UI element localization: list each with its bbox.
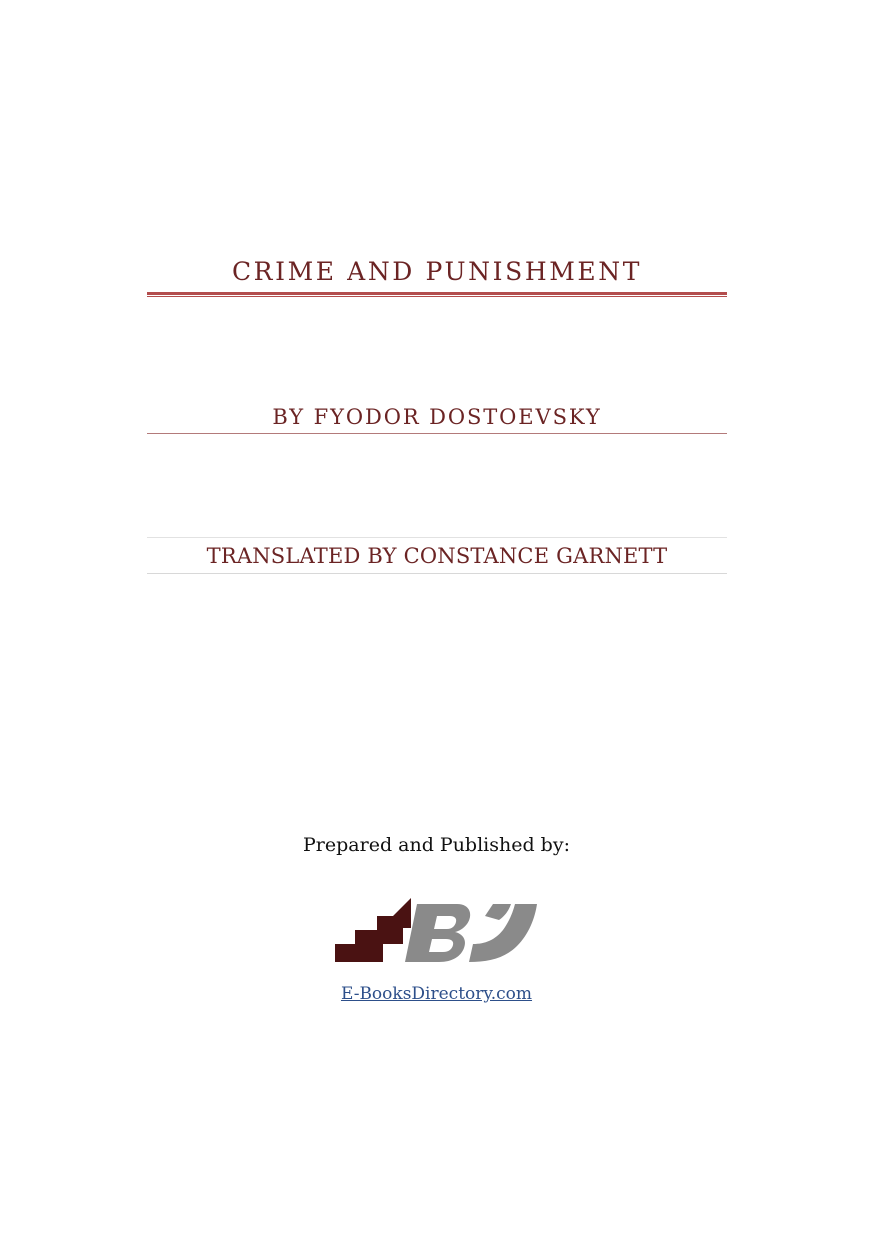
translator-line: TRANSLATED BY CONSTANCE GARNETT: [206, 544, 668, 568]
author-underline: [147, 433, 727, 434]
prepared-by-label: Prepared and Published by:: [303, 834, 570, 856]
website-link[interactable]: E-BooksDirectory.com: [340, 984, 533, 1004]
logo-letter-e: [335, 898, 411, 962]
title-underline-thin: [147, 296, 727, 297]
author-line: BY FYODOR DOSTOEVSKY: [272, 405, 602, 429]
title-underline-thick: [147, 292, 727, 295]
ebd-logo-icon: [333, 896, 539, 966]
book-title: CRIME AND PUNISHMENT: [231, 257, 643, 286]
logo-letter-b: [405, 904, 470, 962]
logo-letter-d: [469, 904, 537, 962]
translator-rule-top: [147, 537, 727, 538]
translator-rule-bottom: [147, 573, 727, 574]
